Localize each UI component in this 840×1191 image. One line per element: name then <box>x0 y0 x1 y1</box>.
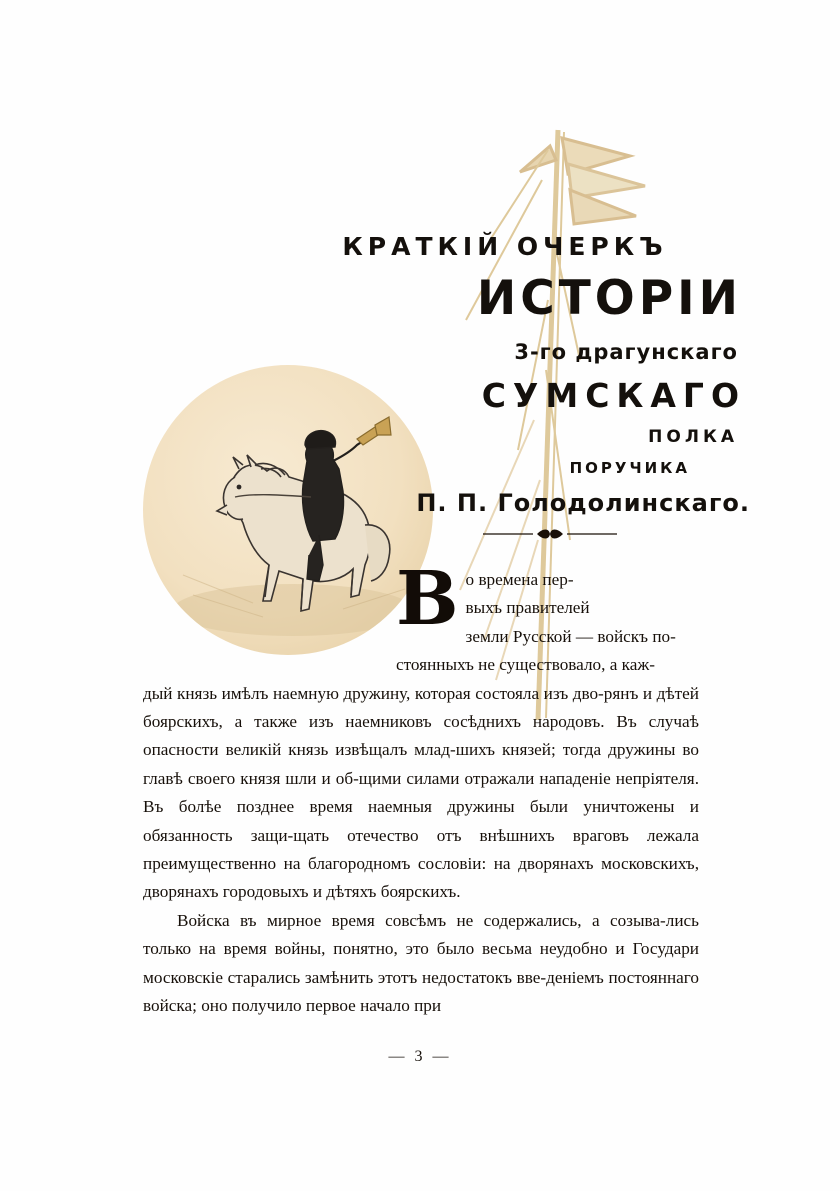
paragraph-1-line-4: стоянныхъ не существовало, а каж- <box>396 655 655 675</box>
paragraph-2: Войска въ мирное время совсѣмъ не содержались, а созыва-лись только на время войны, понятно, это было весьма неудобно и Государи московскіе старались замѣнить этотъ недостатокъ вве-деніемъ постояннаго войска; оно получило первое начало при <box>143 910 699 1016</box>
paragraph-1-line-3: земли Русской — войскъ по- <box>465 626 676 646</box>
body-text <box>143 556 699 1021</box>
paragraph-1-continuation: дый князь имѣлъ наемную дружину, которая состояла изъ дво-рянъ и дѣтей боярскихъ, а также изъ наемниковъ сосѣднихъ народовъ. Въ случаѣ опасности великій князь извѣщалъ млад-шихъ князей; тогда дружины во главѣ своего князя шли и об-щими силами отражали нападеніе непріятеля. Въ болѣе позднее время наемныя дружины были уничтожены и обязанность защи-щать отечество отъ внѣшнихъ враговъ лежала преимущественно на благородномъ сословіи: на дворянахъ московскихъ, дворянахъ городовыхъ и дѣтяхъ боярскихъ. <box>143 683 699 902</box>
paragraph-1-opening <box>396 556 699 680</box>
ornament-divider <box>460 527 640 546</box>
title-block <box>260 232 760 546</box>
title-line-kratkiy-ocherk: КРАТКІЙ ОЧЕРКЪ <box>342 232 668 261</box>
paragraph-1-line-1: о времена пер- <box>465 570 574 589</box>
title-line-polka: ПОЛКА <box>648 427 738 447</box>
title-line-istorii: ИСТОРІИ <box>476 271 742 326</box>
paragraph-1-line-2: выхъ правителей <box>465 598 590 618</box>
title-line-sumskago: СУМСКАГО <box>481 376 746 415</box>
title-line-regiment-number: 3-го драгунскаго <box>514 340 738 364</box>
title-line-poruchika: ПОРУЧИКА <box>569 459 690 477</box>
title-line-author: П. П. Голодолинскаго. <box>416 489 750 517</box>
drop-cap: В <box>396 556 459 642</box>
page-number: — 3 — <box>388 1048 452 1065</box>
